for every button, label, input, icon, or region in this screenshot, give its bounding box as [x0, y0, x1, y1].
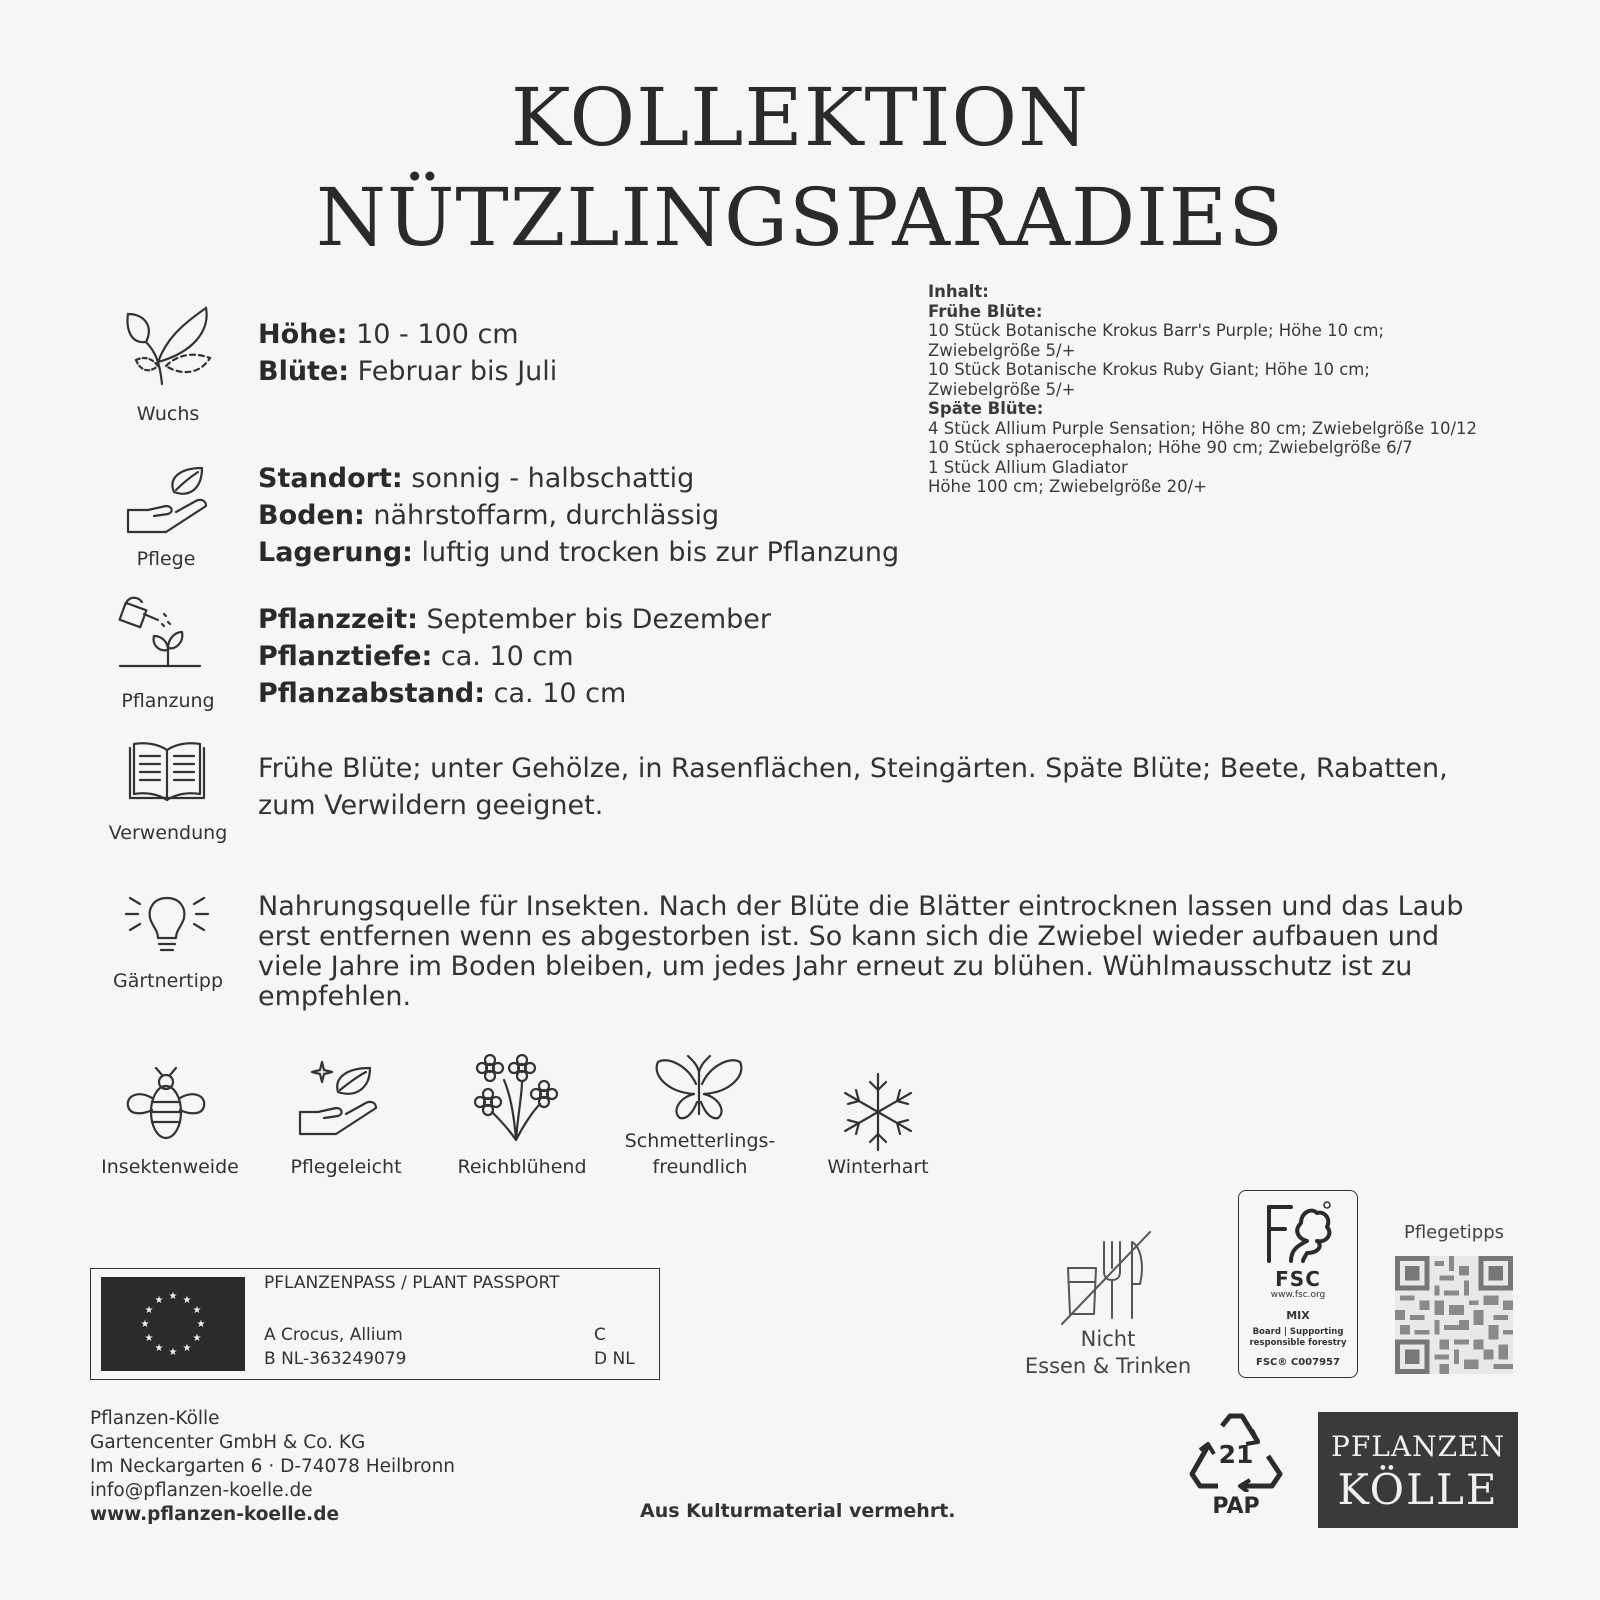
- storage-key: Lagerung:: [258, 537, 413, 568]
- planting-depth-value: ca. 10 cm: [432, 641, 574, 672]
- planting-time-value: September bis Dezember: [417, 604, 771, 635]
- svg-text:★: ★: [192, 1333, 202, 1344]
- early-bloom-heading: Frühe Blüte:: [928, 301, 1043, 321]
- not-food-line: Essen & Trinken: [1024, 1354, 1192, 1378]
- bee-icon: [124, 1066, 208, 1142]
- feature-label: Reichblühend: [457, 1156, 587, 1178]
- logo-line-2: KÖLLE: [1337, 1465, 1499, 1514]
- usage-text: [258, 750, 1448, 824]
- fsc-desc: [1239, 1327, 1357, 1349]
- fsc-desc-line: Board | Supporting: [1252, 1327, 1344, 1337]
- feature-label-line: Schmetterlings-: [624, 1130, 776, 1152]
- contents-line: Zwiebelgröße 5/+: [928, 340, 1076, 360]
- svg-text:★: ★: [154, 1295, 164, 1306]
- eu-flag-icon: [101, 1277, 245, 1371]
- planting-distance-key: Pflanzabstand:: [258, 678, 486, 709]
- svg-text:★: ★: [182, 1343, 192, 1354]
- pflege-info: [258, 460, 899, 571]
- pflege-label: Pflege: [136, 548, 196, 570]
- contents-line: 1 Stück Allium Gladiator: [928, 457, 1128, 477]
- company-street: Im Neckargarten 6 · D-74078 Heilbronn: [90, 1456, 456, 1477]
- logo-line-1: PFLANZEN: [1331, 1430, 1505, 1463]
- svg-text:★: ★: [144, 1305, 154, 1316]
- bloom-value: Februar bis Juli: [349, 356, 558, 387]
- company-email[interactable]: info@pflanzen-koelle.de: [90, 1480, 313, 1501]
- company-address: [90, 1407, 455, 1527]
- passport-a: A Crocus, Allium: [264, 1325, 403, 1345]
- pflanzung-info: [258, 601, 771, 712]
- planting-depth-key: Pflanztiefe:: [258, 641, 433, 672]
- verwendung-label: Verwendung: [108, 822, 228, 844]
- soil-key: Boden:: [258, 500, 365, 531]
- svg-text:★: ★: [144, 1333, 154, 1344]
- storage-value: luftig und trocken bis zur Pflanzung: [412, 537, 900, 568]
- location-value: sonnig - halbschattig: [402, 463, 695, 494]
- contents-line: 10 Stück sphaerocephalon; Höhe 90 cm; Zwiebelgröße 6/7: [928, 438, 1413, 457]
- usage-line: zum Verwildern geeignet.: [258, 790, 604, 821]
- wuchs-info: [258, 316, 557, 390]
- svg-text:★: ★: [182, 1295, 192, 1306]
- snowflake-icon: [840, 1072, 916, 1152]
- planting-time-key: Pflanzzeit:: [258, 604, 418, 635]
- tip-line: empfehlen.: [258, 981, 412, 1012]
- fsc-url: www.fsc.org: [1270, 1290, 1326, 1300]
- contents-line: 10 Stück Botanische Krokus Barr's Purple; Höhe 10 cm;: [928, 321, 1385, 340]
- contents-list: [928, 282, 1477, 497]
- contents-line: 10 Stück Botanische Krokus Ruby Giant; Höhe 10 cm;: [928, 360, 1370, 379]
- svg-text:★: ★: [192, 1305, 202, 1316]
- tip-line: viele Jahre im Boden bleiben, um jedes Jahr erneut zu blühen. Wühlmausschutz ist zu: [258, 951, 1413, 982]
- bloom-key: Blüte:: [258, 356, 350, 387]
- tip-text: [258, 892, 1463, 1012]
- contents-line: Zwiebelgröße 5/+: [928, 379, 1076, 399]
- fsc-desc-line: responsible forestry: [1249, 1338, 1347, 1348]
- usage-line: Frühe Blüte; unter Gehölze, in Rasenflächen, Steingärten. Späte Blüte; Beete, Rabatten,: [258, 753, 1448, 784]
- tip-line: Nahrungsquelle für Insekten. Nach der Blüte die Blätter eintrocknen lassen und das Laub: [258, 891, 1464, 922]
- fsc-name: FSC: [1275, 1267, 1321, 1291]
- feature-label: Pflegeleicht: [290, 1156, 402, 1178]
- feature-label: Winterhart: [827, 1156, 929, 1178]
- hand-sparkle-leaf-icon: [298, 1058, 378, 1140]
- wuchs-label: Wuchs: [136, 403, 200, 425]
- qr-code-icon[interactable]: [1394, 1256, 1514, 1374]
- recycling-number: 21: [1218, 1440, 1254, 1469]
- svg-text:★: ★: [168, 1291, 178, 1302]
- recycling-code: PAP: [1212, 1494, 1260, 1519]
- not-food-line: Nicht: [1080, 1327, 1136, 1351]
- lightbulb-icon: [124, 890, 210, 958]
- title-line-2: NÜTZLINGSPARADIES: [315, 171, 1284, 264]
- company-name: Pflanzen-Kölle: [90, 1408, 220, 1429]
- flowers-icon: [474, 1054, 560, 1142]
- fsc-tree-icon: [1261, 1201, 1335, 1267]
- open-book-icon: [128, 742, 206, 804]
- qr-label: Pflegetipps: [1403, 1222, 1505, 1243]
- butterfly-feature-label: [610, 1128, 790, 1180]
- passport-b: B NL-363249079: [264, 1349, 407, 1369]
- company-website[interactable]: www.pflanzen-koelle.de: [90, 1504, 340, 1525]
- brand-logo: [1318, 1412, 1518, 1528]
- planting-distance-value: ca. 10 cm: [485, 678, 627, 709]
- no-food-icon: [1060, 1228, 1156, 1326]
- svg-text:★: ★: [196, 1319, 206, 1330]
- passport-d: D NL: [594, 1349, 635, 1369]
- hand-leaf-icon: [126, 466, 210, 538]
- title-line-1: KOLLEKTION: [510, 71, 1090, 164]
- location-key: Standort:: [258, 463, 403, 494]
- height-key: Höhe:: [258, 319, 348, 350]
- feature-label-line: freundlich: [652, 1156, 748, 1178]
- fsc-badge: [1238, 1190, 1358, 1378]
- fsc-mix: MIX: [1286, 1309, 1310, 1322]
- plant-sprout-icon: [122, 304, 214, 388]
- company-legal: Gartencenter GmbH & Co. KG: [90, 1432, 366, 1453]
- contents-line: 4 Stück Allium Purple Sensation; Höhe 80 cm; Zwiebelgröße 10/12: [928, 418, 1478, 438]
- svg-text:★: ★: [168, 1347, 178, 1358]
- svg-text:★: ★: [154, 1343, 164, 1354]
- fsc-code: FSC® C007957: [1256, 1357, 1340, 1368]
- late-bloom-heading: Späte Blüte:: [928, 399, 1044, 418]
- tip-line: erst entfernen wenn es abgestorben ist. So kann sich die Zwiebel wieder aufbauen und: [258, 921, 1440, 952]
- contents-heading: Inhalt:: [928, 282, 989, 301]
- plant-passport: [90, 1268, 660, 1380]
- gaertnertipp-label: Gärtnertipp: [112, 970, 224, 992]
- feature-label: Insektenweide: [101, 1156, 239, 1178]
- passport-c: C: [594, 1325, 606, 1345]
- propagation-note: Aus Kulturmaterial vermehrt.: [640, 1500, 956, 1522]
- svg-text:★: ★: [140, 1319, 150, 1330]
- watering-can-icon: [118, 594, 202, 678]
- height-value: 10 - 100 cm: [347, 319, 519, 350]
- passport-header: PFLANZENPASS / PLANT PASSPORT: [264, 1273, 560, 1293]
- contents-line: Höhe 100 cm; Zwiebelgröße 20/+: [928, 477, 1207, 496]
- pflanzung-label: Pflanzung: [121, 690, 215, 712]
- soil-value: nährstoffarm, durchlässig: [364, 500, 720, 531]
- not-food-text: [1008, 1326, 1208, 1380]
- butterfly-icon: [654, 1054, 744, 1122]
